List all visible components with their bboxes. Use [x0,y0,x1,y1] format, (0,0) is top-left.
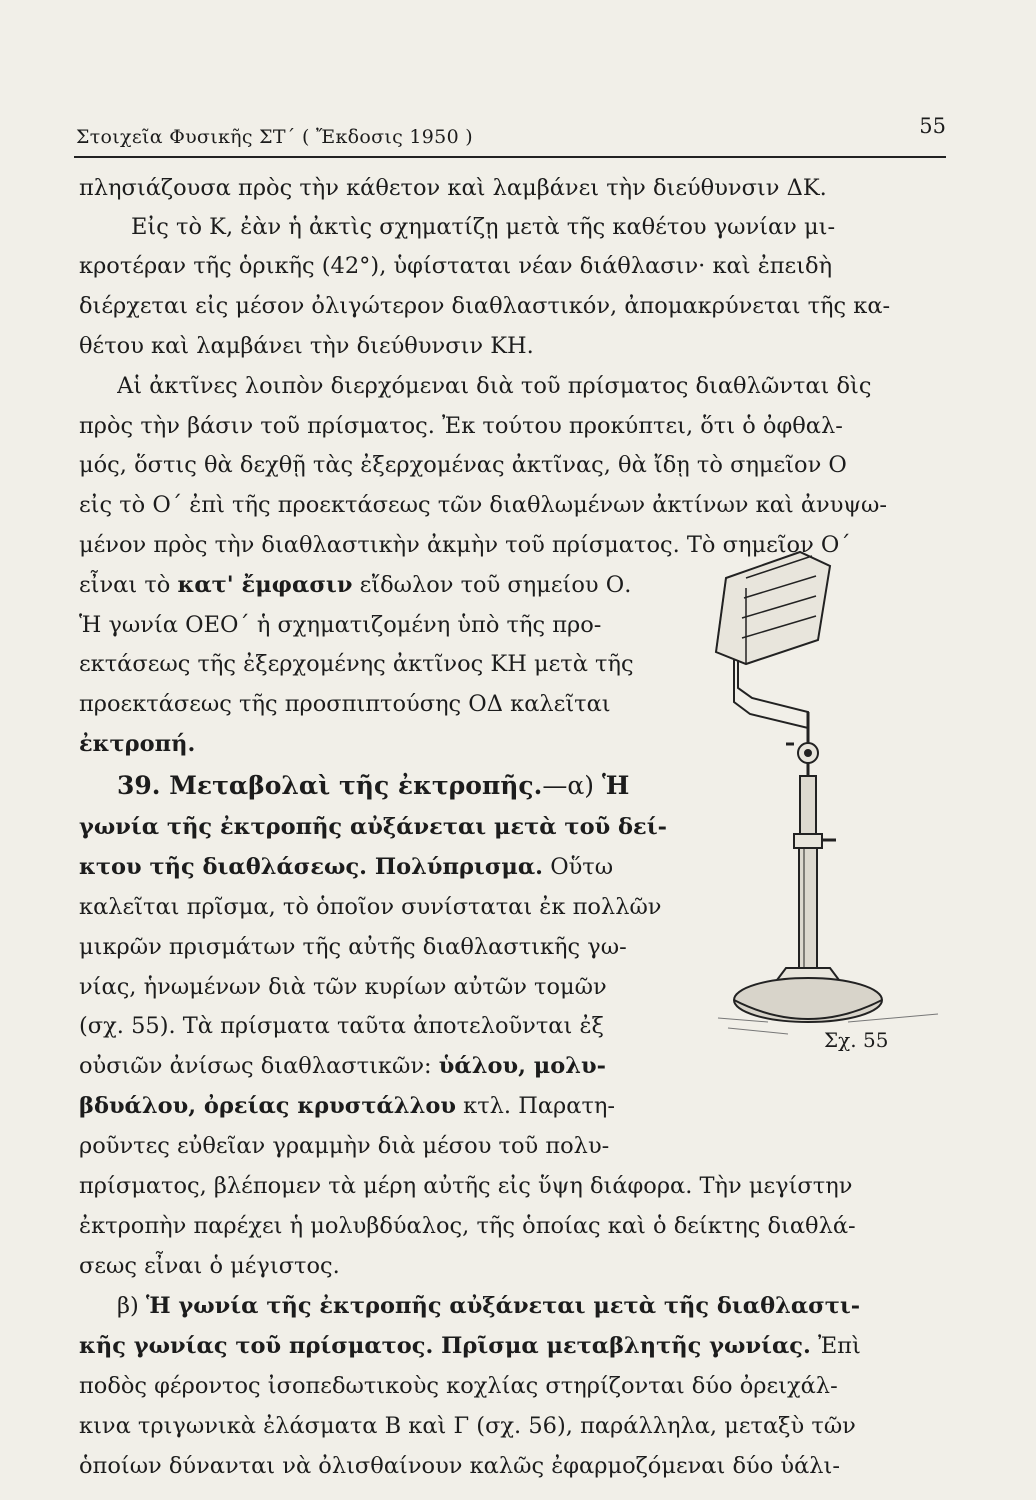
text-line: πρίσματος, βλέπομεν τὰ μέρη αὐτῆς εἰς ὕψη διάφορα. Τὴν μεγίστην [79,1173,853,1199]
subheading-run: κῆς γωνίας τοῦ πρίσματος. Πρῖσμα μεταβλητῆς γωνίας. [79,1333,811,1359]
running-title: Στοιχεῖα Φυσικῆς ΣΤ΄ ( Ἔκδοσις 1950 ) [76,126,474,148]
section-heading-39 [117,768,699,804]
subheading-run: κτου τῆς διαθλάσεως. Πολύπρισμα. [79,854,544,880]
text-line [79,849,699,885]
text-line: πλησιάζουσα πρὸς τὴν κάθετον καὶ λαμβάνει τὴν διεύθυνσιν ΔΚ. [79,175,827,201]
text-line: μένον πρὸς τὴν διαθλαστικὴν ἀκμὴν τοῦ πρίσματος. Τὸ σημεῖον Ο΄ [79,532,851,558]
text-run: β) [117,1293,139,1319]
text-run: Οὕτω [550,854,614,880]
text-run: οὐσιῶν ἀνίσως διαθλαστικῶν: [79,1053,432,1079]
material-list: βδυάλου, ὀρείας κρυστάλλου [79,1093,456,1119]
text-line: προεκτάσεως τῆς προσπιπτούσης ΟΔ καλεῖται [79,691,611,717]
term-ektropi: ἐκτροπή. [79,731,196,757]
text-line: μικρῶν πρισμάτων τῆς αὐτῆς διαθλαστικῆς γω- [79,934,627,960]
text-line: διέρχεται εἰς μέσον ὀλιγώτερον διαθλαστικόν, ἀπομακρύνεται τῆς κα- [79,293,891,319]
text-line [117,1288,947,1324]
text-line: πρὸς τὴν βάσιν τοῦ πρίσματος. Ἐκ τούτου προκύπτει, ὅτι ὁ ὀφθαλ- [79,413,843,439]
section-title: 39. Μεταβολαὶ τῆς ἐκτροπῆς. [117,771,543,800]
text-line: κινα τριγωνικὰ ἐλάσματα Β καὶ Γ (σχ. 56), παράλληλα, μεταξὺ τῶν [79,1413,856,1439]
text-run: Ἐπὶ [817,1333,861,1359]
subheading-run: Ἡ γωνία τῆς ἐκτροπῆς αὐξάνεται μετὰ τῆς διαθλαστι- [145,1293,861,1319]
text-run: —α) [542,771,594,800]
material-list: ὑάλου, μολυ- [438,1053,606,1079]
text-line: κροτέραν τῆς ὁρικῆς (42°), ὑφίσταται νέαν διάθλασιν· καὶ ἐπειδὴ [79,253,833,279]
text-run: Ἡ [601,771,630,800]
polyprism-stand-illustration [708,548,958,1068]
text-run: εἶναι τὸ [79,572,171,598]
text-line: Αἱ ἀκτῖνες λοιπὸν διερχόμεναι διὰ τοῦ πρίσματος διαθλῶνται δὶς [117,373,872,399]
text-line [79,1328,947,1364]
text-line: ροῦντες εὐθεῖαν γραμμὴν διὰ μέσου τοῦ πολυ- [79,1133,610,1159]
text-run: εἴδωλον τοῦ σημείου Ο. [359,572,632,598]
text-line: εκτάσεως τῆς ἐξερχομένης ἀκτῖνος ΚΗ μετὰ τῆς [79,651,634,677]
text-line: ποδὸς φέροντος ἰσοπεδωτικοὺς κοχλίας στηρίζονται δύο ὀρειχάλ- [79,1373,838,1399]
figure-caption: Σχ. 55 [824,1028,889,1052]
text-line: (σχ. 55). Τὰ πρίσματα ταῦτα ἀποτελοῦνται ἐξ [79,1013,604,1039]
text-run: κτλ. Παρατη- [463,1093,615,1119]
text-line: Εἰς τὸ Κ, ἐὰν ἡ ἀκτὶς σχηματίζῃ μετὰ τῆς καθέτου γωνίαν μι- [131,214,836,240]
text-line [79,1048,699,1084]
text-line [79,567,699,603]
text-line: καλεῖται πρῖσμα, τὸ ὁποῖον συνίσταται ἐκ πολλῶν [79,894,662,920]
text-line [79,1088,699,1124]
text-line: θέτου καὶ λαμβάνει τὴν διεύθυνσιν ΚΗ. [79,333,534,359]
text-line: νίας, ἡνωμένων διὰ τῶν κυρίων αὐτῶν τομῶν [79,974,607,1000]
page-header [74,112,946,158]
text-line: μός, ὅστις θὰ δεχθῇ τὰς ἐξερχομένας ἀκτῖνας, θὰ ἴδῃ τὸ σημεῖον Ο [79,452,847,478]
text-line: σεως εἶναι ὁ μέγιστος. [79,1253,340,1279]
text-line: ἐκτροπὴν παρέχει ἡ μολυβδύαλος, τῆς ὁποίας καὶ ὁ δείκτης διαθλά- [79,1213,856,1239]
text-line: εἰς τὸ Ο΄ ἐπὶ τῆς προεκτάσεως τῶν διαθλωμένων ἀκτίνων καὶ ἀνυψω- [79,492,888,518]
subheading-line: γωνία τῆς ἐκτροπῆς αὐξάνεται μετὰ τοῦ δεί- [79,814,667,840]
emphasis-term: κατ' ἔμφασιν [177,572,353,598]
page-number: 55 [919,114,946,138]
text-line: ὁποίων δύνανται νὰ ὀλισθαίνουν καλῶς ἐφαρμοζόμεναι δύο ὑάλι- [79,1453,840,1479]
text-line: Ἡ γωνία ΟΕΟ΄ ἡ σχηματιζομένη ὑπὸ τῆς προ- [79,612,602,638]
